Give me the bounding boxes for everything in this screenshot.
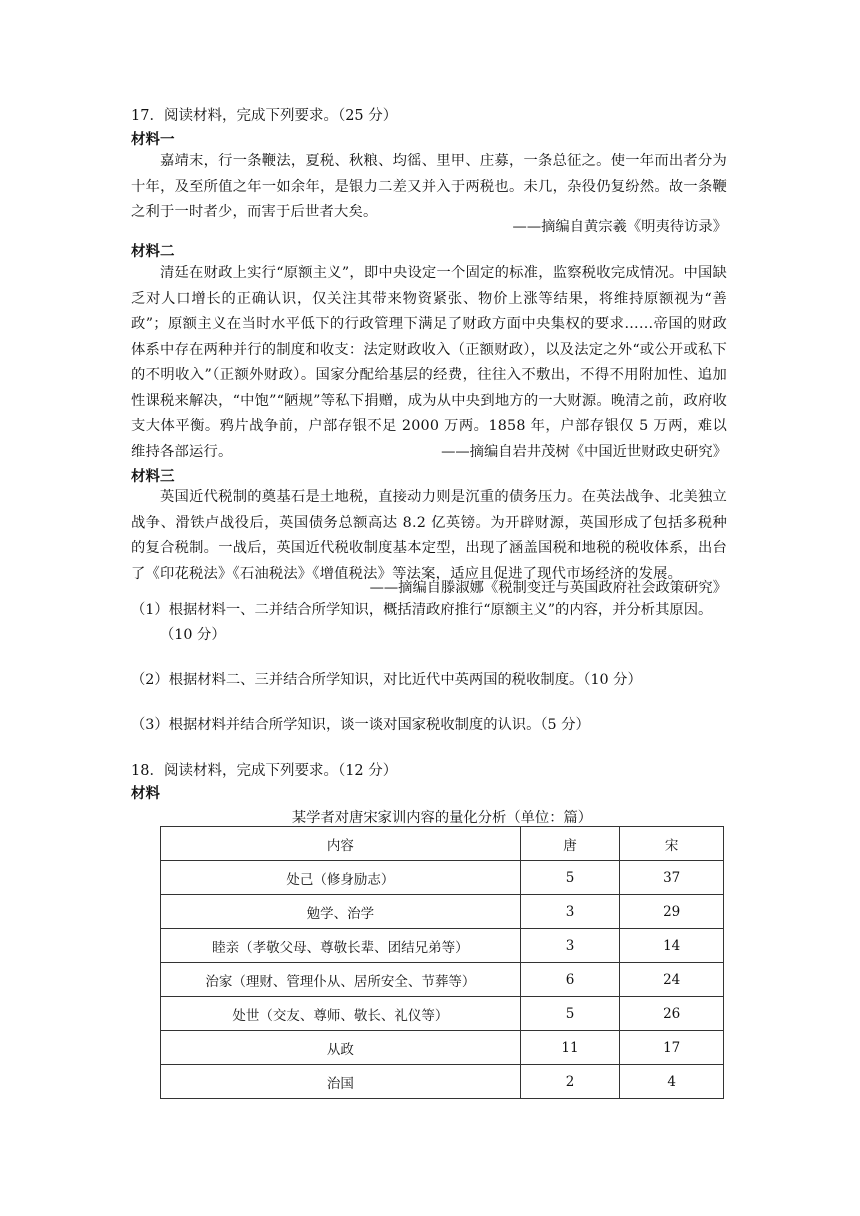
material-1-text: 嘉靖末，行一条鞭法，夏税、秋粮、均徭、里甲、庄募，一条总征之。使一年而出者分为十年，及至所值之年一如余年，是银力二差又并入于两税也。未几，杂役仍复纷然。故一条鞭之利于一时者少，而害于后世者大矣。 xyxy=(131,153,727,220)
header-song: 宋 xyxy=(620,827,724,861)
material-1-source: ——摘编自黄宗羲《明夷待访录》 xyxy=(512,219,727,235)
cell-content: 从政 xyxy=(161,1031,521,1065)
cell-song: 17 xyxy=(620,1031,724,1065)
cell-song: 37 xyxy=(620,861,724,895)
table-row xyxy=(161,1065,724,1099)
material-label: 材料 xyxy=(131,786,160,802)
cell-song: 24 xyxy=(620,963,724,997)
family-instruction-table xyxy=(160,826,724,1099)
sub-question-2: （2）根据材料二、三并结合所学知识，对比近代中英两国的税收制度。（10 分） xyxy=(131,672,642,688)
cell-song: 29 xyxy=(620,895,724,929)
cell-song: 26 xyxy=(620,997,724,1031)
cell-tang: 5 xyxy=(520,861,620,895)
sub-question-3: （3）根据材料并结合所学知识，谈一谈对国家税收制度的认识。（5 分） xyxy=(131,717,590,733)
table-caption: 某学者对唐宋家训内容的量化分析（单位：篇） xyxy=(291,810,593,826)
cell-content: 处世（交友、尊师、敬长、礼仪等） xyxy=(161,997,521,1031)
table-row xyxy=(161,1031,724,1065)
material-2-label: 材料二 xyxy=(131,244,175,260)
cell-content: 治国 xyxy=(161,1065,521,1099)
question-17-title: 17．阅读材料，完成下列要求。（25 分） xyxy=(131,108,398,124)
cell-content: 处己（修身励志） xyxy=(161,861,521,895)
cell-tang: 3 xyxy=(520,895,620,929)
material-1-label: 材料一 xyxy=(131,132,175,148)
cell-tang: 11 xyxy=(520,1031,620,1065)
question-18-title: 18．阅读材料，完成下列要求。（12 分） xyxy=(131,763,398,779)
cell-song: 14 xyxy=(620,929,724,963)
table-row xyxy=(161,895,724,929)
cell-content: 治家（理财、管理仆从、居所安全、节葬等） xyxy=(161,963,521,997)
sub-question-1: （1）根据材料一、二并结合所学知识，概括清政府推行“原额主义”的内容，并分析其原因。（10 分） xyxy=(131,602,713,643)
table-row xyxy=(161,861,724,895)
cell-tang: 3 xyxy=(520,929,620,963)
table-row xyxy=(161,963,724,997)
material-3-label: 材料三 xyxy=(131,469,175,485)
material-3-text: 英国近代税制的奠基石是土地税，直接动力则是沉重的债务压力。在英法战争、北美独立战争、滑铁卢战役后，英国债务总额高达 8.2 亿英镑。为开辟财源，英国形成了包括多税种的复合税制。一战后，英国近代税收制度基本定型，出现了涵盖国税和地税的税收体系，出台了《印花税法》《石油税法》《增值税法》等法案，适应且促进了现代市场经济的发展。 xyxy=(131,489,727,582)
table-header-row xyxy=(161,827,724,861)
material-2-source: ——摘编自岩井茂树《中国近世财政史研究》 xyxy=(441,444,727,460)
table-row xyxy=(161,997,724,1031)
cell-tang: 5 xyxy=(520,997,620,1031)
header-content: 内容 xyxy=(161,827,521,861)
material-2-text: 清廷在财政上实行“原额主义”，即中央设定一个固定的标准，监察税收完成情况。中国缺乏对人口增长的正确认识，仅关注其带来物资紧张、物价上涨等结果，将维持原额视为“善政”；原额主义在当时水平低下的行政管理下满足了财政方面中央集权的要求……帝国的财政体系中存在两种并行的制度和收支：法定财政收入（正额财政），以及法定之外“或公开或私下的不明收入”（正额外财政）。国家分配给基层的经费，往往入不敷出，不得不用附加性、追加性课税来解决，“中饱”“陋规”等私下捐赠，成为从中央到地方的一大财源。晚清之前，政府收支大体平衡。鸦片战争前，户部存银不足 2000 万两。1858 年，户部存银仅 5 万两，难以维持各部运行。 xyxy=(131,265,727,460)
cell-tang: 6 xyxy=(520,963,620,997)
cell-content: 勉学、治学 xyxy=(161,895,521,929)
cell-song: 4 xyxy=(620,1065,724,1099)
cell-tang: 2 xyxy=(520,1065,620,1099)
material-3-source: ——摘编自滕淑娜《税制变迁与英国政府社会政策研究》 xyxy=(369,580,727,596)
cell-content: 睦亲（孝敬父母、尊敬长辈、团结兄弟等） xyxy=(161,929,521,963)
table-row xyxy=(161,929,724,963)
header-tang: 唐 xyxy=(520,827,620,861)
